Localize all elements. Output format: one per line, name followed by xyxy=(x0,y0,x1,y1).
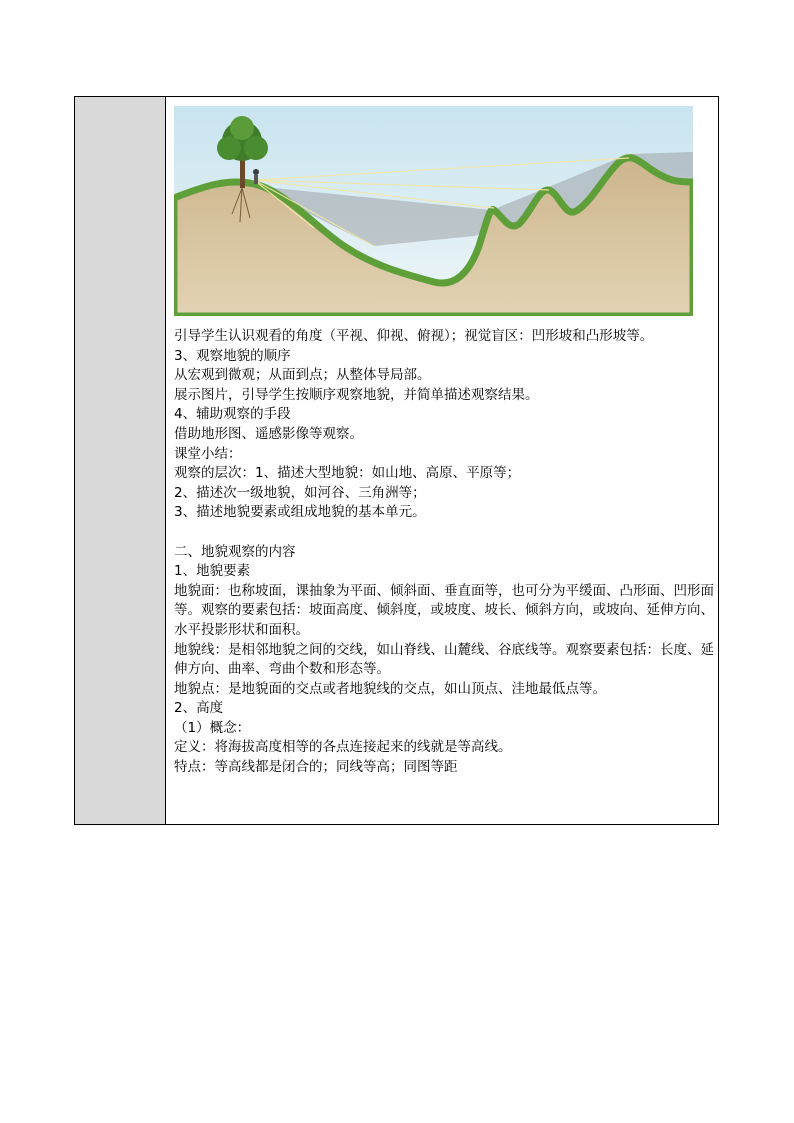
text-line: 2、描述次一级地貌，如河谷、三角洲等； xyxy=(174,484,426,501)
lesson-table xyxy=(74,96,719,825)
text-line: 2、高度 xyxy=(174,700,224,717)
text-line: 课堂小结： xyxy=(174,445,242,462)
text-line: 3、观察地貌的顺序 xyxy=(174,347,291,364)
text-line: 借助地形图、遥感影像等观察。 xyxy=(174,425,363,442)
text-line: 地貌点：是地貌面的交点或者地貌线的交点，如山顶点、洼地最低点等。 xyxy=(174,680,606,697)
text-line: 引导学生认识观看的角度（平视、仰视、俯视）；视觉盲区：凹形坡和凸形坡等。 xyxy=(174,328,654,344)
text-line: 3、描述地貌要素或组成地貌的基本单元。 xyxy=(174,504,426,521)
section-heading: 二、地貌观察的内容 xyxy=(174,543,296,560)
text-line: 4、辅助观察的手段 xyxy=(174,406,291,423)
text-line: （1）概念： xyxy=(174,719,251,736)
text-line: 地貌面：也称坡面，课抽象为平面、倾斜面、垂直面等，也可分为平缓面、凸形面、凹形面等。观察的要素包括：坡面高度、倾斜度，或坡度、坡长、倾斜方向，或坡向、延伸方向、水平投影形状和面积。 xyxy=(174,582,714,638)
text-line: 1、地貌要素 xyxy=(174,563,251,580)
text-line: 地貌线：是相邻地貌之间的交线，如山脊线、山麓线、谷底线等。观察要素包括：长度、延伸方向、曲率、弯曲个数和形态等。 xyxy=(174,641,714,678)
landform-observation-illustration xyxy=(174,106,693,316)
lesson-text xyxy=(174,327,714,778)
text-line: 从宏观到微观；从面到点；从整体导局部。 xyxy=(174,367,431,384)
content-cell xyxy=(167,97,718,824)
text-line: 展示图片，引导学生按顺序观察地貌，并简单描述观察结果。 xyxy=(174,386,539,403)
text-line: 特点：等高线都是闭合的；同线等高；同图等距 xyxy=(174,759,458,776)
left-column-cell xyxy=(75,97,166,824)
blank-line xyxy=(174,523,714,543)
text-line: 观察的层次：1、描述大型地貌：如山地、高原、平原等； xyxy=(174,465,521,482)
text-line: 定义：将海拔高度相等的各点连接起来的线就是等高线。 xyxy=(174,739,512,756)
